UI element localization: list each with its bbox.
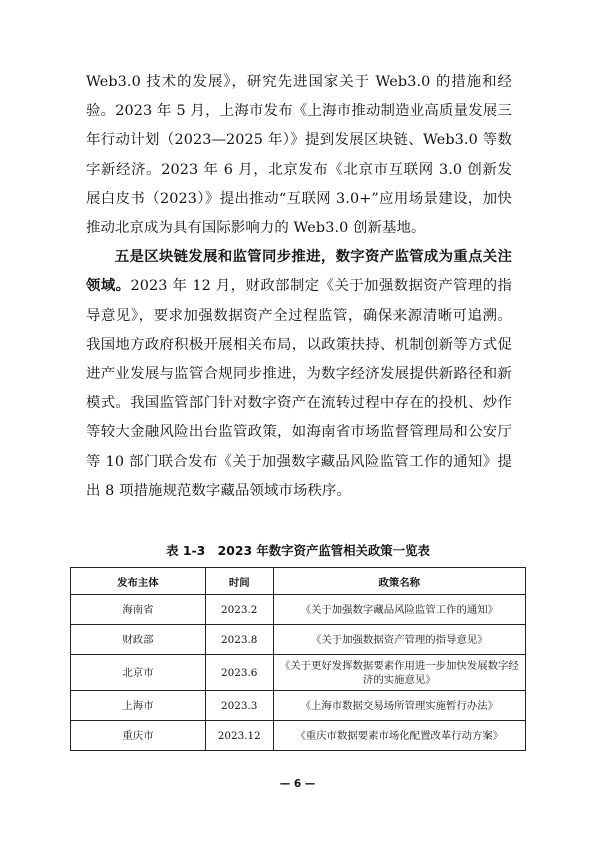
cell-policy-name: 《上海市数据交易场所管理实施暂行办法》 <box>273 691 525 721</box>
cell-date: 2023.3 <box>205 691 273 721</box>
table-row <box>71 595 526 625</box>
cell-issuer: 北京市 <box>71 655 206 691</box>
cell-issuer: 海南省 <box>71 595 206 625</box>
table-row <box>71 655 526 691</box>
header-policy-name: 政策名称 <box>273 568 525 595</box>
policy-table <box>70 567 526 751</box>
paragraph-body: 2023 年 12 月，财政部制定《关于加强数据资产管理的指导意见》，要求加强数据资产全过程监管，确保来源清晰可追溯。我国地方政府积极开展相关布局，以政策扶持、机制创新等方式促进产业发展与监管合规同步推进，为数字经济发展提供新路径和新模式。我国监管部门针对数字资产在流转过程中存在的投机、炒作等较大金融风险出台监管政策，如海南省市场监督管理局和公安厅等 10 部门联合发布《关于加强数字藏品风险监管工作的通知》提出 8 项措施规范数字藏品领域市场秩序。 <box>86 278 512 499</box>
table-row <box>71 625 526 655</box>
cell-date: 2023.12 <box>205 721 273 751</box>
table-row <box>71 721 526 751</box>
cell-issuer: 财政部 <box>71 625 206 655</box>
cell-policy-name: 《关于更好发挥数据要素作用进一步加快发展数字经济的实施意见》 <box>273 655 525 691</box>
paragraph-lead-sentence: 五是区块链发展和监管同步推进，数字资产监管成为重点关注领域。 <box>86 249 512 295</box>
cell-date: 2023.6 <box>205 655 273 691</box>
paragraph-web3-policies: Web3.0 技术的发展》，研究先进国家关于 Web3.0 的措施和经验。2023 年 5 月，上海市发布《上海市推动制造业高质量发展三年行动计划（2023—2025 年）》提到发展区块链、Web3.0 等数字新经济。2023 年 6 月，北京发布《北京市互联网 3.0 创新发展白皮书（2023）》提出推动“互联网 3.0+”应用场景建设，加快推动北京成为具有国际影响力的 Web3.0 创新基地。 <box>86 74 512 237</box>
cell-date: 2023.8 <box>205 625 273 655</box>
cell-policy-name: 《关于加强数据资产管理的指导意见》 <box>273 625 525 655</box>
table-row <box>71 691 526 721</box>
table-header-row <box>71 568 526 595</box>
cell-issuer: 重庆市 <box>71 721 206 751</box>
cell-issuer: 上海市 <box>71 691 206 721</box>
table-caption: 表 1-3 2023 年数字资产监管相关政策一览表 <box>166 543 430 558</box>
cell-policy-name: 《关于加强数字藏品风险监管工作的通知》 <box>273 595 525 625</box>
header-issuer: 发布主体 <box>71 568 206 595</box>
cell-policy-name: 《重庆市数据要素市场化配置改革行动方案》 <box>273 721 525 751</box>
header-date: 时间 <box>205 568 273 595</box>
body-text <box>86 68 512 506</box>
paragraph-digital-asset-regulation <box>86 243 512 506</box>
cell-date: 2023.2 <box>205 595 273 625</box>
page-number: — 6 — <box>279 778 316 790</box>
